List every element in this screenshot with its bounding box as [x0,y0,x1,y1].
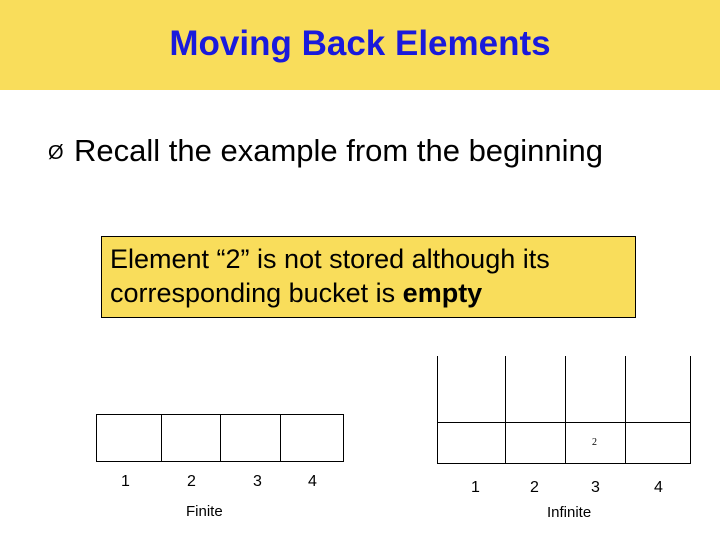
infinite-bucket-divider [437,422,691,423]
finite-bucket-label-3: 3 [253,473,262,490]
infinite-caption: Infinite [547,504,592,521]
finite-bucket-label-1: 1 [121,473,130,490]
finite-bucket-2 [162,414,221,462]
bullet-text: Recall the example from the beginning [74,133,604,168]
finite-bucket-4 [281,414,344,462]
arrow-bullet-icon: Ø [48,142,64,164]
slide-title: Moving Back Elements [169,24,551,63]
callout-line-2-text: corresponding bucket is [110,278,403,308]
finite-bucket-1 [96,414,162,462]
infinite-bucket-1 [437,356,506,464]
infinite-bucket-label-4: 4 [654,479,663,496]
infinite-bucket-label-2: 2 [530,479,539,496]
infinite-bucket-label-1: 1 [471,479,480,496]
finite-bucket-label-2: 2 [187,473,196,490]
finite-bucket-3 [221,414,281,462]
finite-caption: Finite [186,503,223,520]
callout-line-1: Element “2” is not stored although its [110,244,550,274]
infinite-bucket-label-3: 3 [591,479,600,496]
infinite-bucket-4 [626,356,691,464]
callout-box [101,236,636,318]
infinite-bucket-2 [506,356,566,464]
callout-emphasis: empty [402,278,483,308]
callout-line-2 [110,276,635,310]
finite-bucket-label-4: 4 [308,473,317,490]
infinite-bucket-value-3: 2 [592,437,597,448]
